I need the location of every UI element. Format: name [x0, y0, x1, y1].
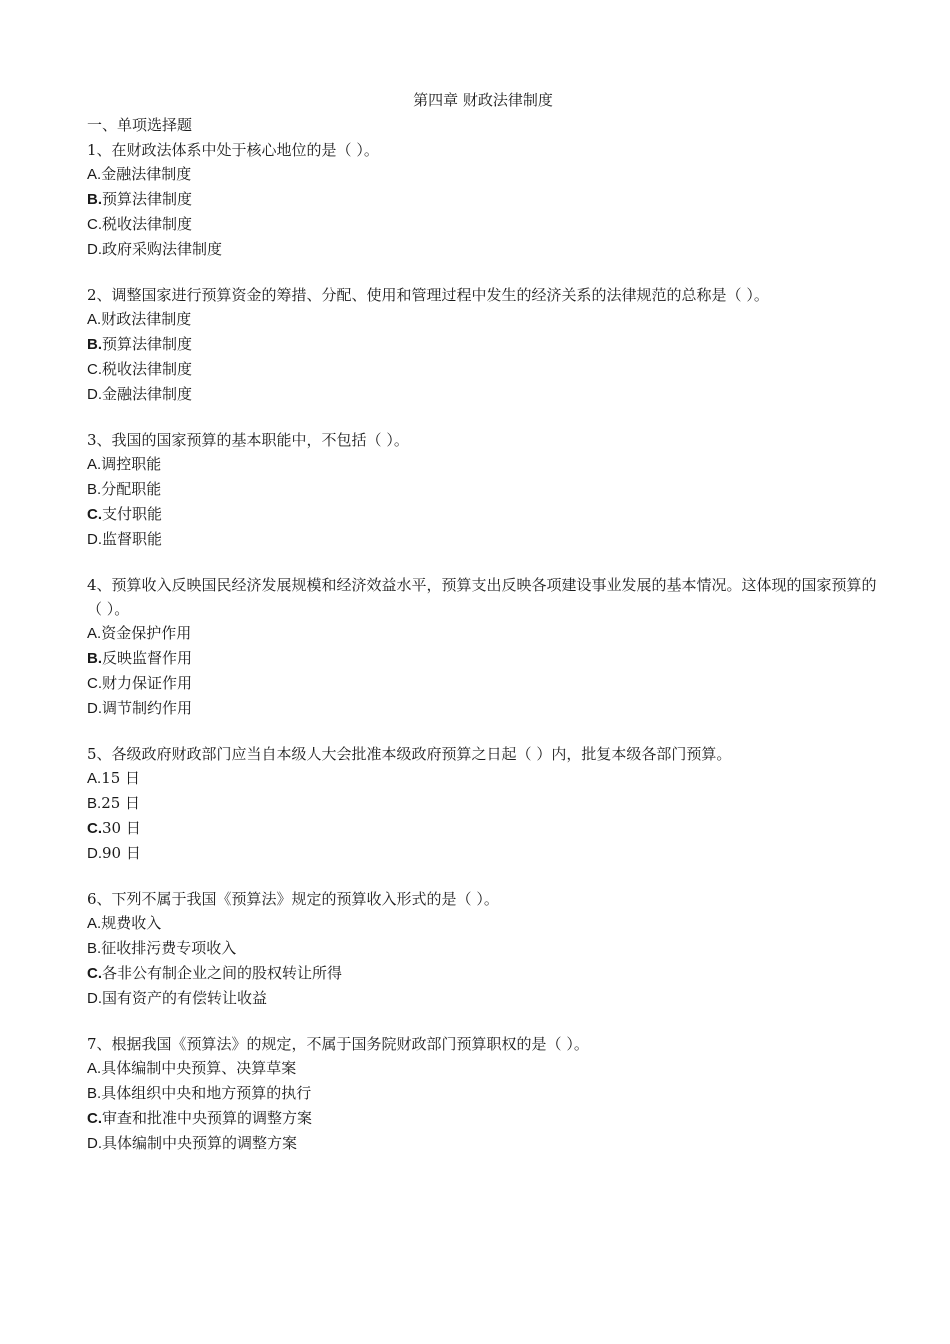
question-stem: 5、各级政府财政部门应当自本级人大会批准本级政府预算之日起（ ）内，批复本级各部门预算。	[87, 745, 732, 763]
section-heading: 一、单项选择题	[87, 116, 193, 134]
option-text: 30 日	[102, 819, 141, 837]
option-letter: A.	[87, 915, 102, 932]
option-b	[87, 1081, 887, 1106]
option-b	[87, 477, 887, 502]
option-text: 审查和批准中央预算的调整方案	[102, 1109, 313, 1127]
option-letter: C.	[87, 361, 102, 378]
option-b	[87, 646, 887, 671]
option-letter: D.	[87, 700, 102, 717]
option-letter: B.	[87, 650, 102, 667]
option-letter: D.	[87, 1135, 102, 1152]
option-c	[87, 816, 887, 841]
option-text: 预算法律制度	[102, 335, 193, 353]
option-letter: A.	[87, 1060, 102, 1077]
option-b	[87, 936, 887, 961]
option-text: 金融法律制度	[101, 165, 192, 183]
question-stem: 7、根据我国《预算法》的规定，不属于国务院财政部门预算职权的是（ ）。	[87, 1035, 589, 1053]
option-a	[87, 911, 887, 936]
option-letter: B.	[87, 191, 102, 208]
option-text: 财政法律制度	[101, 310, 192, 328]
option-letter: D.	[87, 845, 102, 862]
option-text: 各非公有制企业之间的股权转让所得	[102, 964, 343, 982]
option-d	[87, 986, 887, 1011]
question-2	[87, 283, 887, 407]
option-a	[87, 621, 887, 646]
document-content	[87, 113, 887, 1177]
option-a	[87, 307, 887, 332]
option-text: 税收法律制度	[102, 360, 193, 378]
option-letter: C.	[87, 820, 102, 837]
question-stem: 3、我国的国家预算的基本职能中，不包括（ ）。	[87, 431, 409, 449]
option-a	[87, 766, 887, 791]
question-6	[87, 887, 887, 1011]
option-text: 分配职能	[101, 480, 162, 498]
option-letter: C.	[87, 506, 102, 523]
option-text: 规费收入	[101, 914, 162, 932]
question-stem: 2、调整国家进行预算资金的筹措、分配、使用和管理过程中发生的经济关系的法律规范的总称是（ ）。	[87, 286, 769, 304]
option-text: 具体组织中央和地方预算的执行	[101, 1084, 312, 1102]
option-b	[87, 791, 887, 816]
option-b	[87, 187, 887, 212]
question-1	[87, 138, 887, 262]
option-b	[87, 332, 887, 357]
option-letter: B.	[87, 1085, 102, 1102]
option-c	[87, 502, 887, 527]
option-letter: D.	[87, 990, 102, 1007]
option-text: 支付职能	[102, 505, 163, 523]
option-letter: C.	[87, 1110, 102, 1127]
option-letter: A.	[87, 770, 102, 787]
option-letter: C.	[87, 965, 102, 982]
option-text: 15 日	[101, 769, 141, 787]
option-letter: C.	[87, 216, 102, 233]
option-letter: D.	[87, 531, 102, 548]
chapter-title: 第四章 财政法律制度	[413, 91, 553, 109]
option-letter: B.	[87, 940, 102, 957]
option-text: 资金保护作用	[101, 624, 192, 642]
option-text: 调控职能	[101, 455, 162, 473]
option-a	[87, 162, 887, 187]
option-d	[87, 527, 887, 552]
option-d	[87, 382, 887, 407]
option-c	[87, 212, 887, 237]
option-letter: B.	[87, 795, 102, 812]
option-text: 金融法律制度	[102, 385, 193, 403]
option-d	[87, 841, 887, 866]
option-c	[87, 961, 887, 986]
option-letter: A.	[87, 456, 102, 473]
option-letter: A.	[87, 625, 102, 642]
option-c	[87, 671, 887, 696]
option-a	[87, 452, 887, 477]
option-text: 预算法律制度	[102, 190, 193, 208]
option-letter: D.	[87, 386, 102, 403]
question-7	[87, 1032, 887, 1156]
option-text: 税收法律制度	[102, 215, 193, 233]
option-text: 国有资产的有偿转让收益	[102, 989, 268, 1007]
option-text: 90 日	[102, 844, 141, 862]
option-a	[87, 1056, 887, 1081]
question-5	[87, 742, 887, 866]
question-stem: 6、下列不属于我国《预算法》规定的预算收入形式的是（ ）。	[87, 890, 499, 908]
option-d	[87, 1131, 887, 1156]
question-3	[87, 428, 887, 552]
question-stem: 4、预算收入反映国民经济发展规模和经济效益水平，预算支出反映各项建设事业发展的基本情况。这体现的国家预算的（ ）。	[87, 576, 877, 618]
option-letter: C.	[87, 675, 102, 692]
option-d	[87, 696, 887, 721]
option-c	[87, 357, 887, 382]
option-text: 25 日	[101, 794, 141, 812]
question-4	[87, 573, 887, 721]
option-text: 财力保证作用	[102, 674, 193, 692]
option-text: 调节制约作用	[102, 699, 193, 717]
option-text: 征收排污费专项收入	[101, 939, 237, 957]
option-c	[87, 1106, 887, 1131]
option-letter: D.	[87, 241, 102, 258]
option-text: 监督职能	[102, 530, 163, 548]
option-text: 具体编制中央预算的调整方案	[102, 1134, 298, 1152]
option-letter: A.	[87, 311, 102, 328]
option-text: 反映监督作用	[102, 649, 193, 667]
question-stem: 1、在财政法体系中处于核心地位的是（ ）。	[87, 141, 379, 159]
option-letter: B.	[87, 481, 102, 498]
option-letter: B.	[87, 336, 102, 353]
option-d	[87, 237, 887, 262]
option-letter: A.	[87, 166, 102, 183]
option-text: 具体编制中央预算、决算草案	[101, 1059, 297, 1077]
option-text: 政府采购法律制度	[102, 240, 223, 258]
